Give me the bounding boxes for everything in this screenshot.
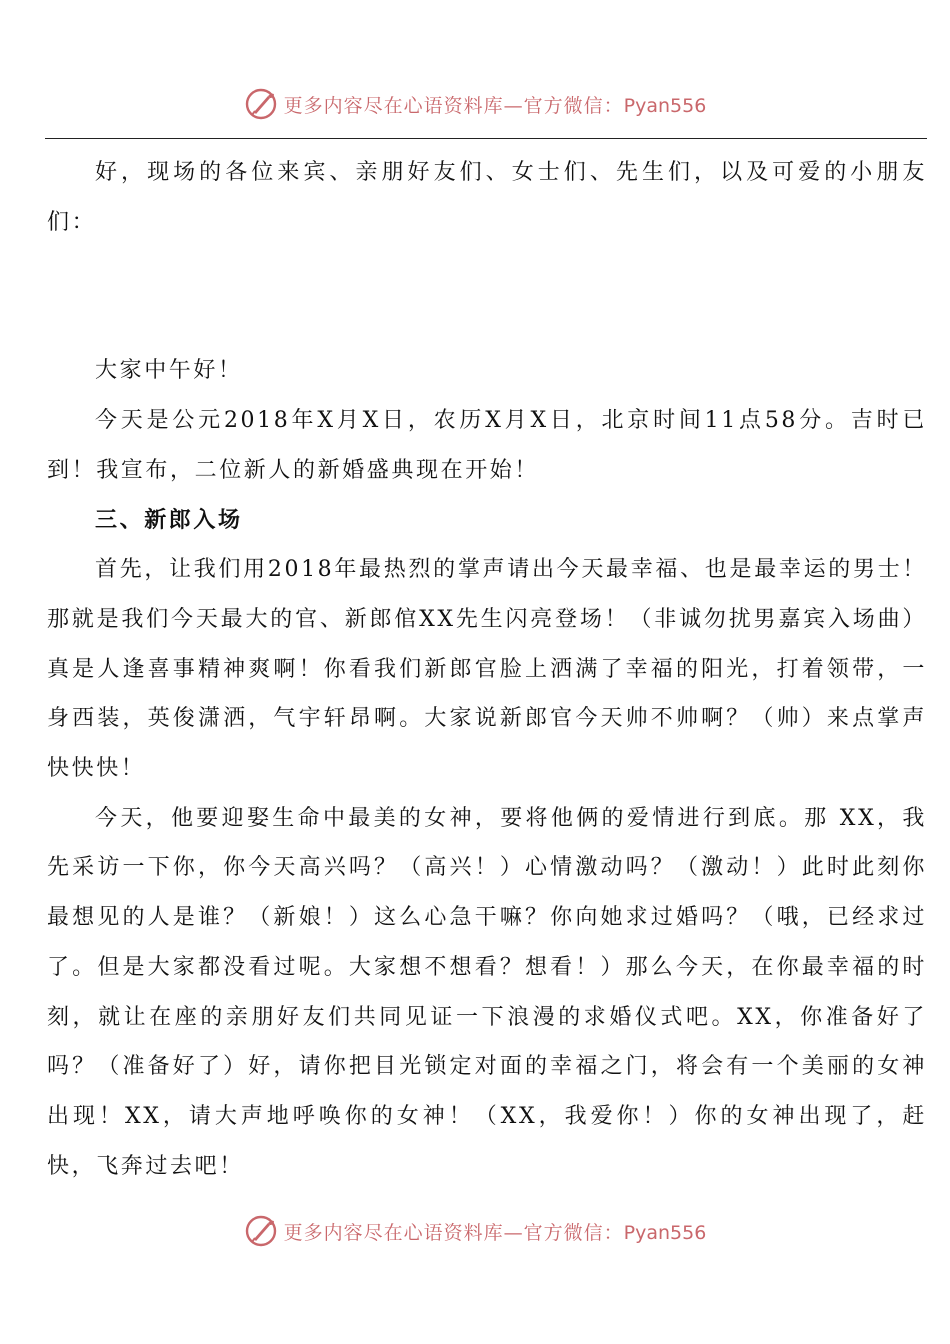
blank-space [47, 247, 927, 346]
section-heading: 三、新郎入场 [95, 507, 243, 533]
paragraph-good-noon: 大家中午好！ [95, 358, 243, 384]
quill-logo-icon [244, 1214, 278, 1248]
footer-brand [0, 1211, 950, 1251]
paragraph-groom-interview: 今天，他要迎娶生命中最美的女神，要将他俩的爱情进行到底。那 XX，我先采访一下你，你今天高兴吗？（高兴！）心情激动吗？（激动！）此时此刻你最想见的人是谁？（新娘！）这么心急干嘛？你向她求过婚吗？（哦，已经求过了。但是大家都没看过呢。大家想不想看？想看！）那么今天，在你最幸福的时刻，就让在座的亲朋好友们共同见证一下浪漫的求婚仪式吧。XX，你准备好了吗？（准备好了）好，请你把目光锁定对面的幸福之门，将会有一个美丽的女神出现！XX，请大声地呼唤你的女神！（XX，我爱你！）你的女神出现了，赶快，飞奔过去吧！ [47, 805, 927, 1179]
document-body [47, 148, 927, 1191]
header-brand-text: 更多内容尽在心语资料库—官方微信：Pyan556 [283, 94, 707, 117]
quill-logo-icon [244, 87, 278, 121]
footer-wechat-id: Pyan556 [623, 1221, 707, 1244]
paragraph-opening-announcement: 今天是公元2018年X月X日，农历X月X日，北京时间11点58分。吉时已到！我宣布，二位新人的新婚盛典现在开始！ [47, 408, 927, 483]
header-brand [0, 84, 950, 124]
header-wechat-id: Pyan556 [623, 94, 707, 117]
paragraph-groom-entrance: 首先，让我们用2018年最热烈的掌声请出今天最幸福、也是最幸运的男士！那就是我们今天最大的官、新郎倌XX先生闪亮登场！（非诚勿扰男嘉宾入场曲）真是人逢喜事精神爽啊！你看我们新郎官脸上洒满了幸福的阳光，打着领带，一身西装，英俊潇洒，气宇轩昂啊。大家说新郎官今天帅不帅啊？（帅）来点掌声快快快！ [47, 557, 927, 782]
header-divider [45, 138, 927, 139]
paragraph-greeting: 好，现场的各位来宾、亲朋好友们、女士们、先生们，以及可爱的小朋友们： [47, 160, 927, 235]
footer-brand-text: 更多内容尽在心语资料库—官方微信：Pyan556 [283, 1221, 707, 1244]
